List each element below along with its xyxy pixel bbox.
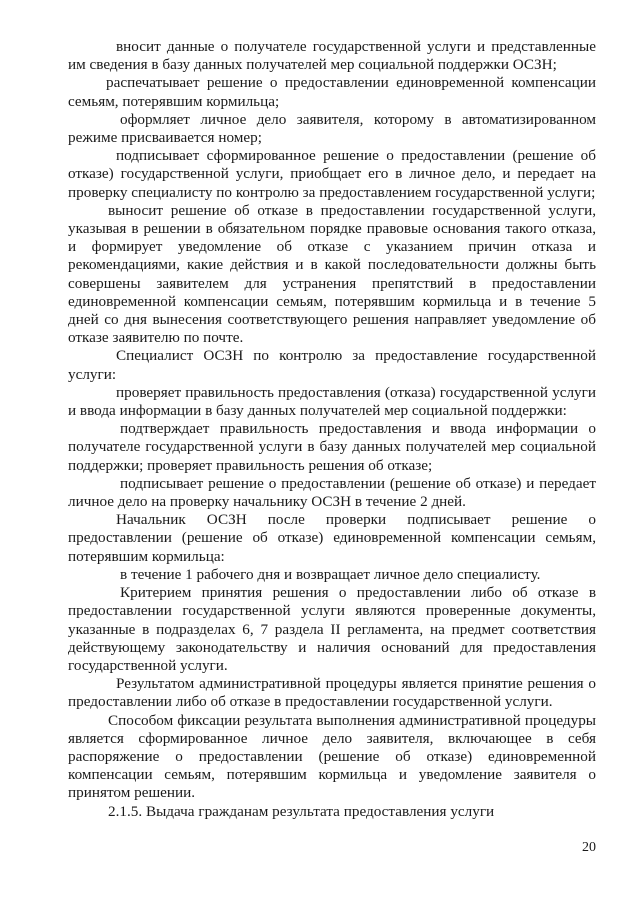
paragraph-head-signs: Начальник ОСЗН после проверки подписывает решение о предоставлении (решение об отказе) единовременной компенсации семьям, потерявшим кормильца: [68, 511, 596, 565]
paragraph-check-correctness: проверяет правильность предоставления (отказа) государственной услуги и ввода информации в базу данных получателей мер социальной поддержки: [68, 383, 596, 420]
section-heading-2-1-5: 2.1.5. Выдача гражданам результата предоставления услуги [108, 802, 495, 820]
paragraph-decision-criterion: Критерием принятия решения о предоставлении либо об отказе в предоставлении государственной услуги являются проверенные документы, указанные в подразделах 6, 7 раздела II регламента, на предмет соответствия действующему законодательству и наличия оснований для предоставления государственной услуги. [68, 584, 596, 674]
paragraph-enter-data: вносит данные о получателе государственной услуги и представленные им сведения в базу данных получателей мер социальной поддержки ОСЗН; [68, 38, 596, 74]
paragraph-procedure-result: Результатом административной процедуры является принятие решения о предоставлении либо об отказе в предоставлении государственной услуги. [68, 675, 596, 711]
paragraph-print-decision: распечатывает решение о предоставлении единовременной компенсации семьям, потерявшим кормильца; [68, 74, 596, 110]
paragraph-sign-transfer: подписывает решение о предоставлении (решение об отказе) и передает личное дело на проверку начальнику ОСЗН в течение 2 дней. [68, 474, 596, 511]
document-body [68, 38, 596, 821]
paragraph-fixation-method: Способом фиксации результата выполнения административной процедуры является сформированное личное дело заявителя, включающее в себя распоряжение о предоставлении (решение об отказе) единовременной компенсации семьям, потерявшим кормильца и уведомление заявителя о принятом решении. [68, 711, 596, 802]
paragraph-return-file: в течение 1 рабочего дня и возвращает личное дело специалисту. [120, 565, 541, 583]
paragraph-control-specialist: Специалист ОСЗН по контролю за предоставление государственной услуги: [68, 347, 596, 383]
paragraph-personal-file: оформляет личное дело заявителя, которому в автоматизированном режиме присваивается номер; [68, 110, 596, 147]
paragraph-confirm-correctness: подтверждает правильность предоставления и ввода информации о получателе государственной услуги в базу данных получателей мер социальной поддержки; проверяет правильность решения об отказе; [68, 420, 596, 474]
paragraph-refusal-decision: выносит решение об отказе в предоставлении государственной услуги, указывая в решении в обязательном порядке правовые основания такого отказа, и формирует уведомление об отказе с указанием причин отказа и рекомендациями, какие действия и в какой последовательности должны быть совершены заявителем для устранения препятствий в предоставлении единовременной компенсации семьям, потерявшим кормильца и в течение 5 дней со дня вынесения соответствующего решения направляет уведомление об отказе заявителю по почте. [68, 201, 596, 347]
paragraph-sign-decision: подписывает сформированное решение о предоставлении (решение об отказе) государственной услуги, приобщает его в личное дело, и передает на проверку специалисту по контролю за предоставлением государственной услуги; [68, 147, 596, 201]
page-number: 20 [582, 840, 596, 855]
